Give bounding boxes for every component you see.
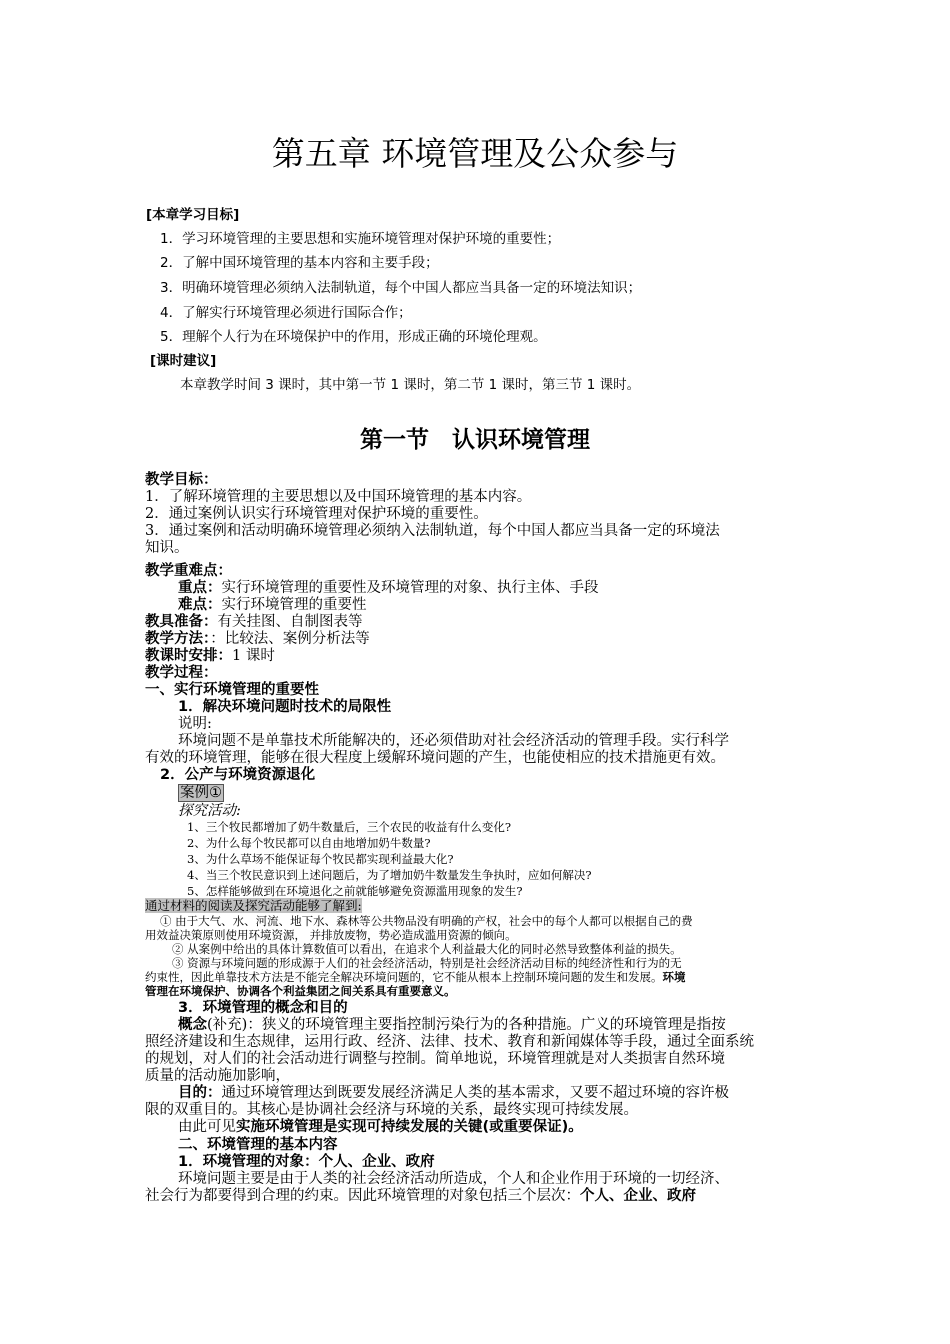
tools-text: 有关挂图、自制图表等 [217,614,363,630]
conclusion-text: 约束性，因此单靠技术方法是不能完全解决环境问题的，它不能从根本上控制环境问题的发生和发展。 [145,970,663,984]
purpose-label: 目的： [178,1085,222,1101]
question-item: 1、三个牧民都增加了奶牛数量后，三个农民的收益有什么变化? [187,820,511,834]
para-line: 有效的环境管理，能够在很大程度上缓解环境问题的产生，也能使相应的技术措施更有效。 [145,750,725,766]
conclusion-line: ① 由于大气、水、河流、地下水、森林等公共物品没有明确的产权，社会中的每个人都可以根据自己的费 [160,914,693,928]
summary-line [178,1119,583,1136]
concept-line: 的规划，对人们的社会活动进行调整与控制。简单地说，环境管理就是对人类损害自然环境 [145,1051,725,1067]
case-tag [178,785,224,802]
note-label: 说明: [178,716,212,732]
learned-label: 通过材料的阅读及探究活动能够了解到: [145,898,362,913]
goal-item: 2．了解中国环境管理的基本内容和主要手段； [160,255,439,271]
part2-para-text: 社会行为都要得到合理的约束。因此环境管理的对象包括三个层次： [145,1188,580,1204]
summary-bold: 实施环境管理是实现可持续发展的关键(或重要保证)。 [236,1119,583,1135]
time-line [145,648,275,665]
conclusion-line: 用效益决策原则使用环境资源， 并排放废物，势必造成滥用资源的倾向。 [145,928,517,942]
aims-label: 教学目标： [145,472,218,488]
part2-para-line [145,1188,696,1205]
para-line: 环境问题不是单靠技术所能解决的，还必须借助对社会经济活动的管理手段。实行科学 [178,733,729,749]
conclusion-line [145,970,686,984]
method-text: ：比较法、案例分析法等 [210,631,370,647]
chapter-title: 第五章 环境管理及公众参与 [271,134,679,173]
goal-item: 4．了解实行环境管理必须进行国际合作； [160,305,412,321]
question-item: 5、怎样能够做到在环境退化之前就能够避免资源滥用现象的发生? [187,884,523,898]
question-item: 4、当三个牧民意识到上述问题后，为了增加奶牛数量发生争执时，应如何解决? [187,868,592,882]
time-text: 1 课时 [232,648,275,664]
aim-item: 1．了解环境管理的主要思想以及中国环境管理的基本内容。 [145,489,532,505]
time-label: 教课时安排： [145,648,232,664]
part1-sub1: 1．解决环境问题时技术的局限性 [178,699,392,715]
tools-line [145,614,363,631]
difficulty-label: 难点： [178,597,222,613]
aim-item: 知识。 [145,540,189,556]
part2-heading: 二、环境管理的基本内容 [178,1137,338,1153]
part1-heading: 一、实行环境管理的重要性 [145,682,319,698]
hours-heading: [课时建议] [150,353,217,369]
conclusion-line: ③ 资源与环境问题的形成源于人们的社会经济活动，特别是社会经济活动目标的纯经济性和行为的无 [172,956,682,970]
difficulty-line [178,597,367,614]
conclusion-bold: 环境 [662,970,686,984]
conclusion-line: ② 从案例中给出的具体计算数值可以看出，在追求个人利益最大化的同时必然导致整体利益的损失。 [172,942,682,956]
focus-label: 重点： [178,580,222,596]
summary-prefix: 由此可见 [178,1119,236,1135]
difficulty-text: 实行环境管理的重要性 [221,597,367,613]
process-label: 教学过程： [145,665,218,681]
concept-label: 概念 [178,1017,207,1033]
purpose-line [178,1085,729,1102]
section-title: 第一节 认识环境管理 [360,427,590,453]
aim-item: 2．通过案例认识实行环境管理对保护环境的重要性。 [145,506,488,522]
conclusion-bold-line: 管理在环境保护、协调各个利益集团之间关系具有重要意义。 [145,984,456,998]
hours-text: 本章教学时间 3 课时，其中第一节 1 课时，第二节 1 课时，第三节 1 课时。 [180,377,641,393]
part2-sub1: 1．环境管理的对象：个人、企业、政府 [178,1154,435,1170]
goal-item: 3．明确环境管理必须纳入法制轨道，每个中国人都应当具备一定的环境法知识； [160,280,642,296]
tools-label: 教具准备： [145,614,218,630]
concept-line: 质量的活动施加影响， [145,1068,290,1084]
concept-line: 照经济建设和生态规律，运用行政、经济、法律、技术、教育和新闻媒体等手段，通过全面系统 [145,1034,754,1050]
concept-text: (补充)：狭义的环境管理主要指控制污染行为的各种措施。广义的环境管理是指按 [207,1017,726,1033]
concept-line [178,1017,726,1034]
goal-item: 1．学习环境管理的主要思想和实施环境管理对保护环境的重要性； [160,231,561,247]
part2-para-line: 环境问题主要是由于人类的社会经济活动所造成，个人和企业作用于环境的一切经济、 [178,1171,729,1187]
purpose-text: 通过环境管理达到既要发展经济满足人类的基本需求，又要不超过环境的容许极 [221,1085,729,1101]
goal-item: 5．理解个人行为在环境保护中的作用，形成正确的环境伦理观。 [160,329,547,345]
explore-label: 探究活动: [178,803,241,819]
focus-text: 实行环境管理的重要性及环境管理的对象、执行主体、手段 [221,580,599,596]
part1-sub2: 2．公产与环境资源退化 [160,767,316,783]
part1-sub3: 3．环境管理的概念和目的 [178,1000,348,1016]
question-item: 3、为什么草场不能保证每个牧民都实现利益最大化? [187,852,454,866]
part2-para-bold: 个人、企业、政府 [580,1188,696,1204]
aim-item: 3．通过案例和活动明确环境管理必须纳入法制轨道，每个中国人都应当具备一定的环境法 [145,523,720,539]
goals-heading: [本章学习目标] [146,207,240,223]
keypoints-label: 教学重难点： [145,563,232,579]
method-label: 教学方法： [145,631,211,647]
method-line [145,631,370,648]
question-item: 2、为什么每个牧民都可以自由地增加奶牛数量? [187,836,431,850]
purpose-line: 限的双重目的。其核心是协调社会经济与环境的关系，最终实现可持续发展。 [145,1102,638,1118]
focus-line [178,580,599,597]
case-tag-label: 案例① [180,785,222,801]
